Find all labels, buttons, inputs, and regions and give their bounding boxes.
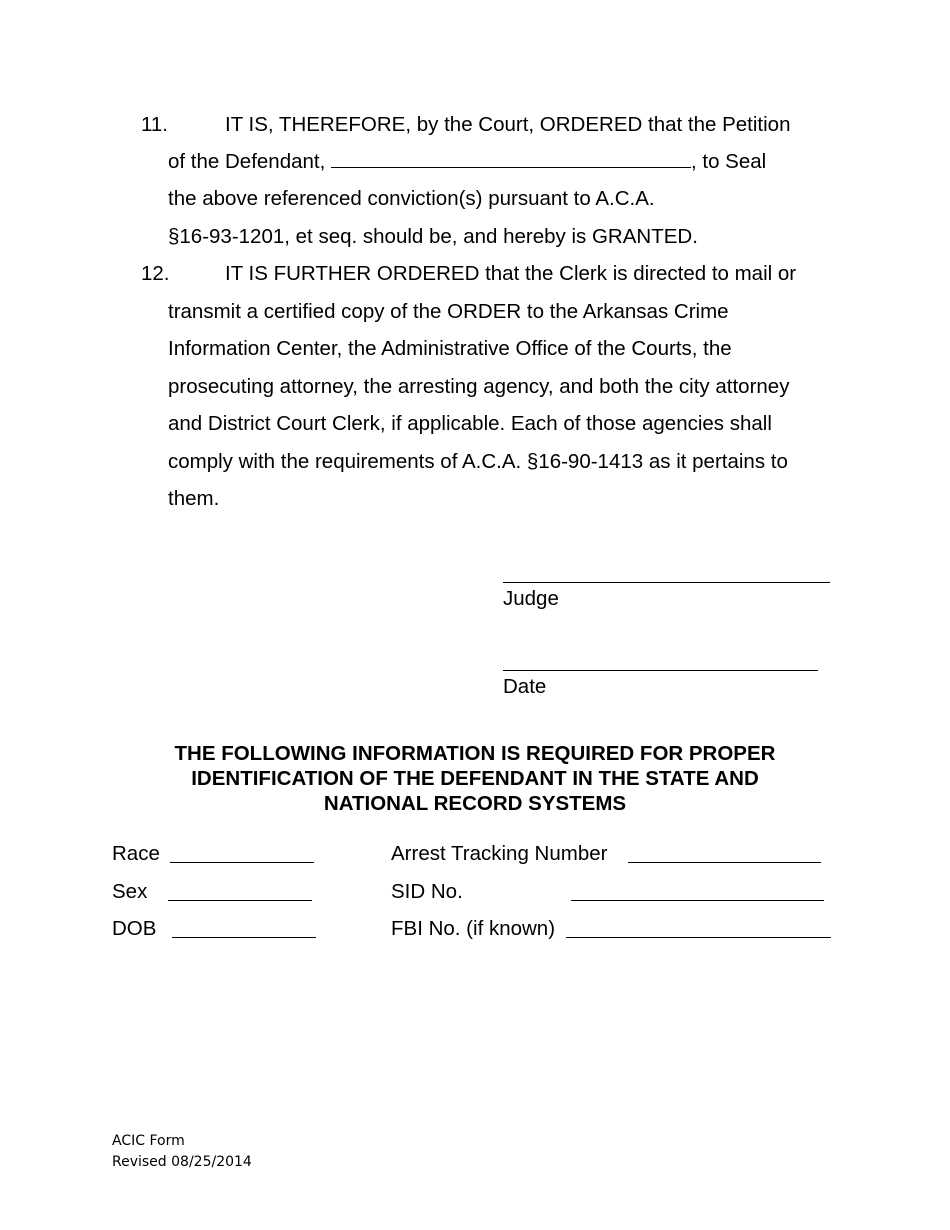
date-signature-line[interactable] xyxy=(503,670,818,671)
paragraph-11-line-3: the above referenced conviction(s) pursuant to A.C.A. xyxy=(168,187,655,210)
sid-number-field[interactable] xyxy=(571,900,824,901)
paragraph-11-line-2-suffix: , to Seal xyxy=(691,150,767,173)
defendant-name-blank[interactable] xyxy=(331,151,691,168)
date-label: Date xyxy=(503,675,547,698)
judge-label: Judge xyxy=(503,587,559,610)
arrest-tracking-number-label: Arrest Tracking Number xyxy=(391,842,608,865)
paragraph-12-line-2: transmit a certified copy of the ORDER to the Arkansas Crime xyxy=(168,300,729,323)
paragraph-12-line-7: them. xyxy=(168,487,220,510)
paragraph-12-line-3: Information Center, the Administrative Office of the Courts, the xyxy=(168,337,732,360)
arrest-tracking-number-field[interactable] xyxy=(628,862,821,863)
dob-field[interactable] xyxy=(172,937,316,938)
dob-label: DOB xyxy=(112,917,157,940)
identification-heading-line-2: IDENTIFICATION OF THE DEFENDANT IN THE STATE AND xyxy=(191,767,759,790)
footer-form-name: ACIC Form xyxy=(112,1133,185,1149)
paragraph-12-line-6: comply with the requirements of A.C.A. §16-90-1413 as it pertains to xyxy=(168,450,788,473)
sex-field[interactable] xyxy=(168,900,312,901)
race-field[interactable] xyxy=(170,862,314,863)
sex-label: Sex xyxy=(112,880,148,903)
identification-heading-line-1: THE FOLLOWING INFORMATION IS REQUIRED FOR PROPER xyxy=(174,742,776,765)
paragraph-12-number: 12. xyxy=(141,262,170,285)
fbi-number-label: FBI No. (if known) xyxy=(391,917,556,940)
paragraph-11-line-4: §16-93-1201, et seq. should be, and hereby is GRANTED. xyxy=(168,225,698,248)
paragraph-12-line-4: prosecuting attorney, the arresting agency, and both the city attorney xyxy=(168,375,790,398)
paragraph-12-line-1: IT IS FURTHER ORDERED that the Clerk is directed to mail or xyxy=(225,262,797,285)
identification-heading-line-3: NATIONAL RECORD SYSTEMS xyxy=(323,792,627,815)
paragraph-11-line-2 xyxy=(168,150,766,174)
judge-signature-line[interactable] xyxy=(503,582,830,583)
footer-revised-date: Revised 08/25/2014 xyxy=(112,1154,252,1170)
sid-number-label: SID No. xyxy=(391,880,463,903)
paragraph-11-line-2-prefix: of the Defendant, xyxy=(168,150,326,173)
fbi-number-field[interactable] xyxy=(566,937,831,938)
paragraph-11-line-1: IT IS, THEREFORE, by the Court, ORDERED that the Petition xyxy=(225,113,791,136)
paragraph-11-number: 11. xyxy=(141,113,168,136)
paragraph-12-line-5: and District Court Clerk, if applicable. Each of those agencies shall xyxy=(168,412,772,435)
race-label: Race xyxy=(112,842,160,865)
